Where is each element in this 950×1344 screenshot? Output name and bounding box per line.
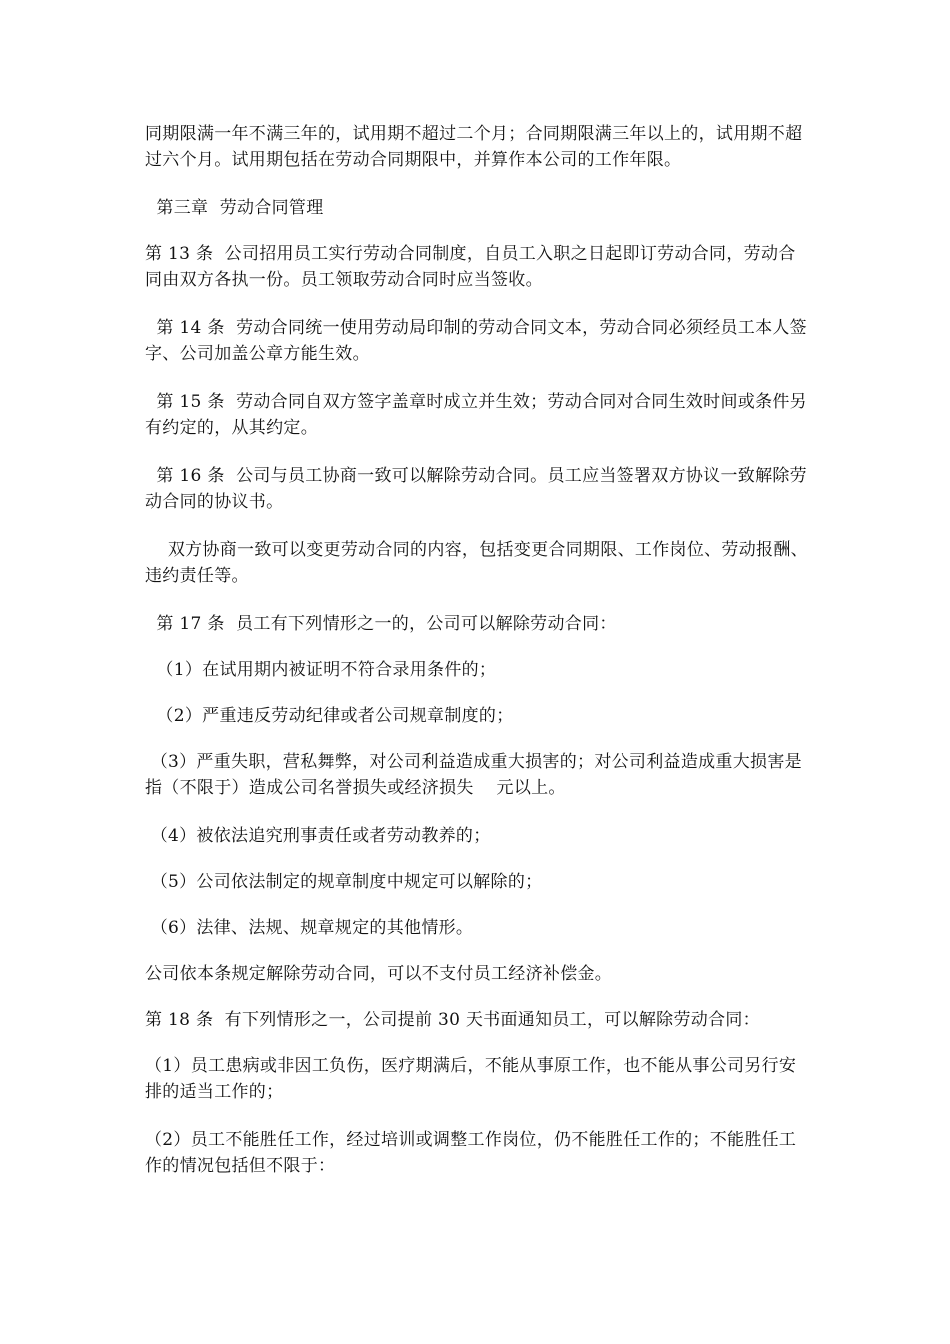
chapter-heading: 第三章 劳动合同管理 bbox=[145, 198, 324, 218]
article-17-item-3: （3）严重失职，营私舞弊，对公司利益造成重大损害的；对公司利益造成重大损害是指（不限于）造成公司名誉损失或经济损失 元以上。 bbox=[145, 752, 802, 798]
article-17-item-6: （6）法律、法规、规章规定的其他情形。 bbox=[145, 918, 474, 938]
article-16-supplement: 双方协商一致可以变更劳动合同的内容，包括变更合同期限、工作岗位、劳动报酬、违约责任等。 bbox=[145, 540, 808, 586]
article-14: 第 14 条 劳动合同统一使用劳动局印制的劳动合同文本，劳动合同必须经员工本人签字、公司加盖公章方能生效。 bbox=[145, 318, 807, 364]
article-17-note: 公司依本条规定解除劳动合同，可以不支付员工经济补偿金。 bbox=[145, 964, 613, 984]
article-16: 第 16 条 公司与员工协商一致可以解除劳动合同。员工应当签署双方协议一致解除劳动合同的协议书。 bbox=[145, 466, 807, 512]
article-17-item-4: （4）被依法追究刑事责任或者劳动教养的； bbox=[145, 826, 491, 846]
paragraph-probation-term: 同期限满一年不满三年的，试用期不超过二个月；合同期限满三年以上的，试用期不超过六个月。试用期包括在劳动合同期限中，并算作本公司的工作年限。 bbox=[145, 124, 803, 170]
article-17-item-2: （2）严重违反劳动纪律或者公司规章制度的； bbox=[145, 706, 514, 726]
document-body bbox=[145, 121, 810, 1201]
article-18-item-1: （1）员工患病或非因工负伤，医疗期满后，不能从事原工作，也不能从事公司另行安排的适当工作的； bbox=[145, 1056, 797, 1102]
article-13: 第 13 条 公司招用员工实行劳动合同制度，自员工入职之日起即订劳动合同，劳动合同由双方各执一份。员工领取劳动合同时应当签收。 bbox=[145, 244, 796, 290]
article-17-item-5: （5）公司依法制定的规章制度中规定可以解除的； bbox=[145, 872, 543, 892]
article-18: 第 18 条 有下列情形之一，公司提前 30 天书面通知员工，可以解除劳动合同： bbox=[145, 1010, 760, 1030]
article-17: 第 17 条 员工有下列情形之一的，公司可以解除劳动合同： bbox=[145, 614, 617, 634]
article-15: 第 15 条 劳动合同自双方签字盖章时成立并生效；劳动合同对合同生效时间或条件另有约定的，从其约定。 bbox=[145, 392, 807, 438]
article-18-item-2: （2）员工不能胜任工作，经过培训或调整工作岗位，仍不能胜任工作的；不能胜任工作的情况包括但不限于： bbox=[145, 1130, 797, 1176]
article-17-item-1: （1）在试用期内被证明不符合录用条件的； bbox=[145, 660, 497, 680]
